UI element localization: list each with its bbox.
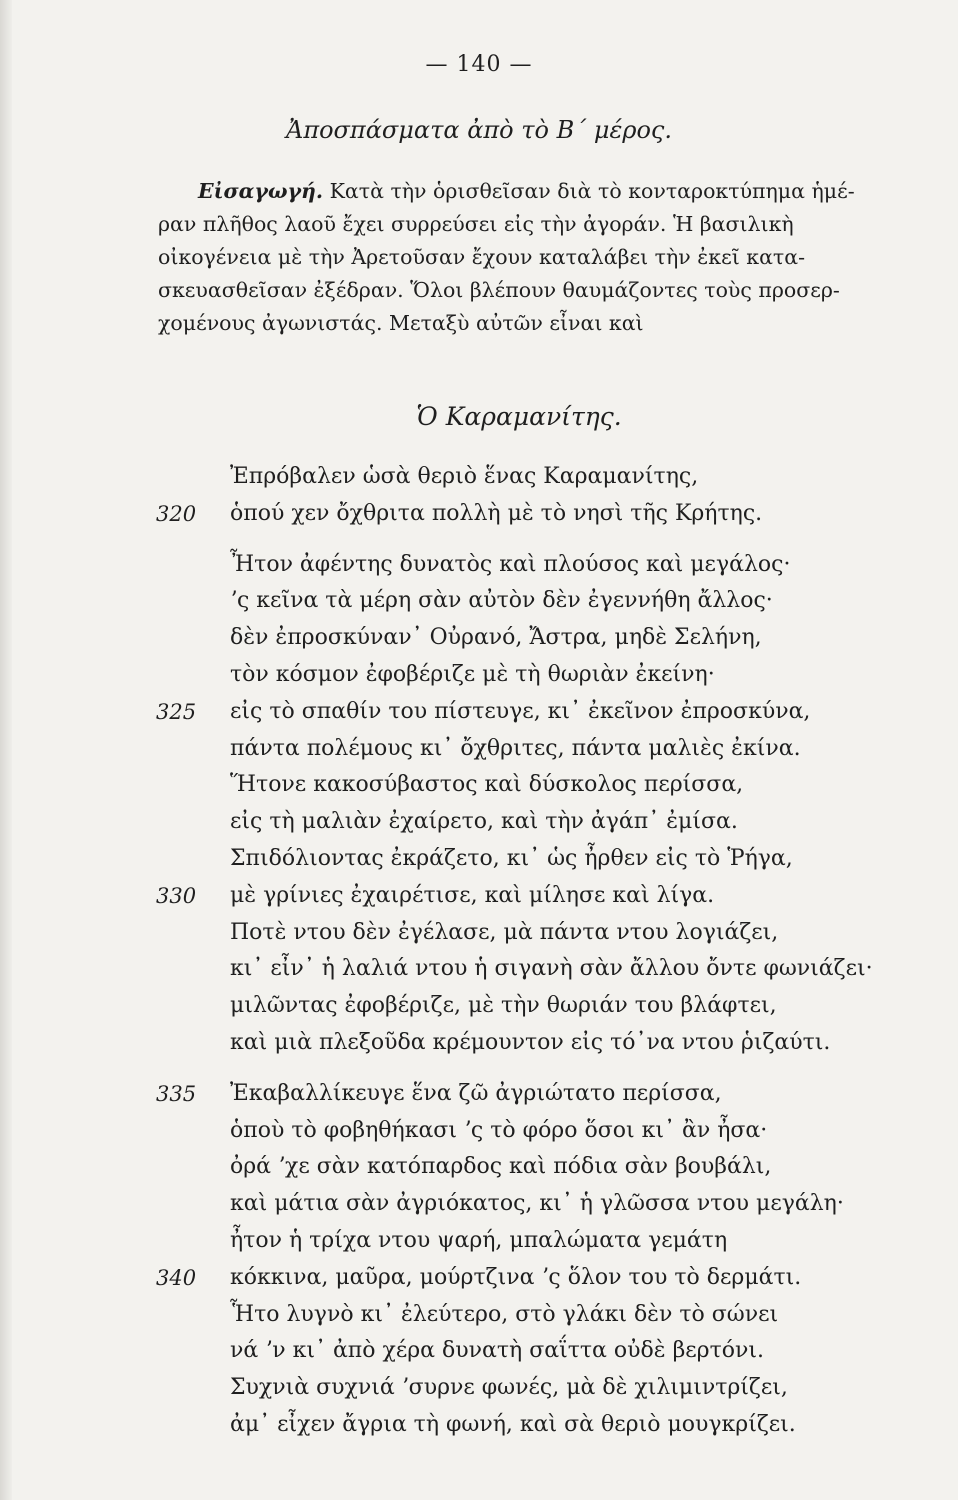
verse-line (156, 841, 916, 878)
stanza-gap (156, 533, 916, 547)
verse-line (156, 694, 916, 731)
verse-line (156, 767, 916, 804)
verse-line (156, 1025, 916, 1062)
verse-text: καὶ μιὰ πλεξοῦδα κρέμουντον εἰς τό᾿να ντου ῥιζαύτι. (230, 1029, 831, 1055)
verse-text: εἰς τὸ σπαθίν του πίστευγε, κι᾿ ἐκεῖνον ἐπροσκύνα, (230, 698, 811, 724)
verse-line (156, 1407, 916, 1444)
page-number: — 140 — (425, 52, 533, 77)
verse-line (156, 1149, 916, 1186)
verse-text: Ἥτονε κακοσύβαστος καὶ δύσκολος περίσσα, (230, 772, 744, 798)
line-number: 325 (156, 699, 197, 724)
verse-text: Ἧτο λυγνὸ κι᾿ ἐλεύτερο, στὸ γλάκι δὲν τὸ σώνει (230, 1301, 779, 1327)
verse-line (156, 496, 916, 533)
stanza-gap (156, 1062, 916, 1076)
line-number: 320 (156, 501, 197, 526)
verse-line (156, 1370, 916, 1407)
line-number: 330 (156, 883, 197, 908)
verse-text: εἰς τὴ μαλιὰν ἐχαίρετο, καὶ τὴν ἀγάπ᾿ ἐμίσα. (230, 809, 738, 835)
verse-line (156, 1333, 916, 1370)
verse-text: Ποτὲ ντου δὲν ἐγέλασε, μὰ πάντα ντου λογιάζει, (230, 919, 779, 945)
section-heading: Ἀποσπάσματα ἀπὸ τὸ Β΄ μέρος. (285, 116, 672, 144)
verse-text: μιλῶντας ἐφοβέριζε, μὲ τὴν θωριάν του βλάφτει, (230, 993, 777, 1019)
intro-line: χομένους ἀγωνιστάς. Μεταξὺ αὐτῶν εἶναι καὶ (158, 311, 644, 335)
verse-text: Ἐπρόβαλεν ὡσὰ θεριὸ ἕνας Καραμανίτης, (230, 464, 699, 489)
verse-line (156, 620, 916, 657)
verse-text: Σπιδόλιοντας ἐκράζετο, κι᾿ ὡς ἦρθεν εἰς τὸ Ῥήγα, (230, 845, 793, 871)
verse-line (156, 1223, 916, 1260)
verse-line (156, 1076, 916, 1113)
verse-text: καὶ μάτια σὰν ἀγριόκατος, κι᾿ ἡ γλῶσσα ντου μεγάλη· (230, 1191, 844, 1217)
verse-line (156, 915, 916, 952)
verse-text: Ἦτον ἀφέντης δυνατὸς καὶ πλούσος καὶ μεγάλος· (230, 551, 791, 577)
intro-line: οἰκογένεια μὲ τὴν Ἀρετοῦσαν ἔχουν καταλάβει τὴν ἐκεῖ κατα- (158, 245, 806, 269)
line-number: 340 (156, 1265, 197, 1290)
verse-text: δὲν ἐπροσκύναν᾿ Οὐρανό, Ἄστρα, μηδὲ Σελήνη, (230, 625, 762, 651)
verse-text: ἀμ᾿ εἶχεν ἄγρια τὴ φωνή, καὶ σὰ θεριὸ μουγκρίζει. (230, 1411, 796, 1437)
poem-body (156, 459, 916, 1444)
verse-text: ὁποὺ τὸ φοβηθήκασι ʼς τὸ φόρο ὅσοι κι᾿ ἂν ἦσα· (230, 1117, 768, 1143)
verse-line (156, 1260, 916, 1297)
verse-text: κι᾿ εἶν᾿ ἡ λαλιά ντου ἡ σιγανὴ σὰν ἄλλου ὄντε φωνιάζει· (230, 956, 873, 982)
verse-line (156, 547, 916, 584)
verse-text: ʼς κεῖνα τὰ μέρη σὰν αὐτὸν δὲν ἐγεννήθη ἄλλος· (230, 588, 773, 614)
verse-text: κόκκινα, μαῦρα, μούρτζινα ʼς ὅλον του τὸ δερμάτι. (230, 1264, 802, 1290)
intro-line: ραν πλῆθος λαοῦ ἔχει συρρεύσει εἰς τὴν ἀγοράν. Ἡ βασιλικὴ (158, 212, 794, 236)
verse-line (156, 1297, 916, 1334)
introduction-paragraph (158, 175, 910, 340)
verse-line (156, 1186, 916, 1223)
verse-text: ὀρά ʼχε σὰν κατόπαρδος καὶ πόδια σὰν βουβάλι, (230, 1154, 772, 1180)
verse-text: ἦτον ἡ τρίχα ντου ψαρή, μπαλώματα γεμάτη (230, 1227, 728, 1253)
verse-text: ὁπού χεν ὄχθριτα πολλὴ μὲ τὸ νησὶ τῆς Κρήτης. (230, 500, 763, 526)
intro-text: Κατὰ τὴν ὁρισθεῖσαν διὰ τὸ κονταροκτύπημα ἡμέ- (323, 179, 855, 203)
verse-text: Ἐκαβαλλίκευγε ἕνα ζῶ ἀγριώτατο περίσσα, (230, 1080, 722, 1106)
verse-line (156, 657, 916, 694)
verse-text: πάντα πολέμους κι᾿ ὄχθριτες, πάντα μαλιὲς ἐκίνα. (230, 735, 801, 761)
intro-lead: Εἰσαγωγή. (198, 179, 324, 203)
poem-title: Ὁ Καραμανίτης. (416, 402, 622, 431)
verse-text: τὸν κόσμον ἐφοβέριζε μὲ τὴ θωριὰν ἐκείνη· (230, 661, 715, 687)
line-number: 335 (156, 1081, 197, 1106)
verse-text: νά ʼν κι᾿ ἀπὸ χέρα δυνατὴ σαΐττα οὐδὲ βερτόνι. (230, 1338, 765, 1364)
verse-text: Συχνιὰ συχνιά ʼσυρνε φωνές, μὰ δὲ χιλιμιντρίζει, (230, 1375, 788, 1401)
verse-line (156, 731, 916, 768)
intro-line (158, 175, 910, 208)
verse-line (156, 1113, 916, 1150)
verse-text: μὲ γρίνιες ἐχαιρέτισε, καὶ μίλησε καὶ λίγα. (230, 882, 715, 908)
verse-line (156, 459, 916, 496)
verse-line (156, 804, 916, 841)
verse-line (156, 878, 916, 915)
verse-line (156, 988, 916, 1025)
page-edge-shadow (0, 0, 12, 1500)
verse-line (156, 583, 916, 620)
verse-line (156, 951, 916, 988)
intro-line: σκευασθεῖσαν ἐξέδραν. Ὅλοι βλέπουν θαυμάζοντες τοὺς προσερ- (158, 278, 840, 302)
